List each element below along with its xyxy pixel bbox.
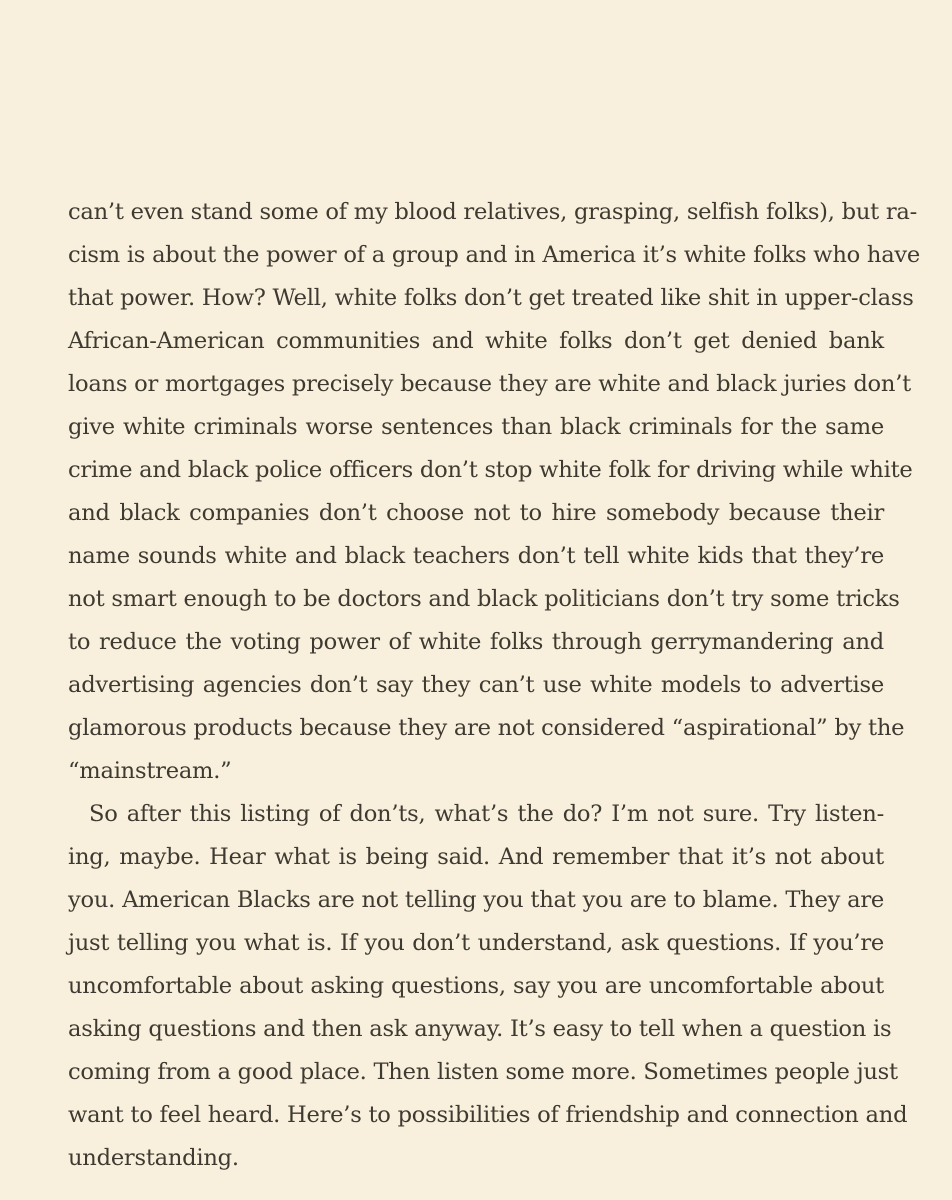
text-line: want to feel heard. Here’s to possibilities of friendship and connection and xyxy=(68,1102,908,1128)
text-line: “mainstream.” xyxy=(68,758,232,784)
text-line: crime and black police officers don’t stop white folk for driving while white xyxy=(68,457,913,483)
text-line: understanding. xyxy=(68,1145,239,1171)
text-line: give white criminals worse sentences than black criminals for the same xyxy=(68,414,884,440)
text-line: can’t even stand some of my blood relatives, grasping, selfish folks), but ra- xyxy=(68,199,918,225)
text-line: asking questions and then ask anyway. It’s easy to tell when a question is xyxy=(68,1016,892,1042)
text-line: loans or mortgages precisely because they are white and black juries don’t xyxy=(68,371,911,397)
text-line: So after this listing of don’ts, what’s the do? I’m not sure. Try listen- xyxy=(89,801,884,827)
text-line: cism is about the power of a group and in America it’s white folks who have xyxy=(68,242,921,268)
text-line: African-American communities and white folks don’t get denied bank xyxy=(68,328,884,354)
text-column xyxy=(68,191,921,1180)
text-line: uncomfortable about asking questions, say you are uncomfortable about xyxy=(68,973,884,999)
text-line: name sounds white and black teachers don’t tell white kids that they’re xyxy=(68,543,884,569)
text-line: just telling you what is. If you don’t understand, ask questions. If you’re xyxy=(68,930,884,956)
paragraph-2 xyxy=(68,793,908,1180)
text-line: ing, maybe. Hear what is being said. And remember that it’s not about xyxy=(68,844,884,870)
text-line: and black companies don’t choose not to hire somebody because their xyxy=(68,500,884,526)
text-line: glamorous products because they are not considered “aspirational” by the xyxy=(68,715,905,741)
text-line: that power. How? Well, white folks don’t get treated like shit in upper-class xyxy=(68,285,914,311)
text-line: not smart enough to be doctors and black politicians don’t try some tricks xyxy=(68,586,900,612)
text-line: coming from a good place. Then listen some more. Sometimes people just xyxy=(68,1059,898,1085)
text-line: you. American Blacks are not telling you that you are to blame. They are xyxy=(68,887,884,913)
text-line: advertising agencies don’t say they can’t use white models to advertise xyxy=(68,672,884,698)
text-line: to reduce the voting power of white folks through gerrymandering and xyxy=(68,629,884,655)
paragraph-1 xyxy=(68,191,921,793)
